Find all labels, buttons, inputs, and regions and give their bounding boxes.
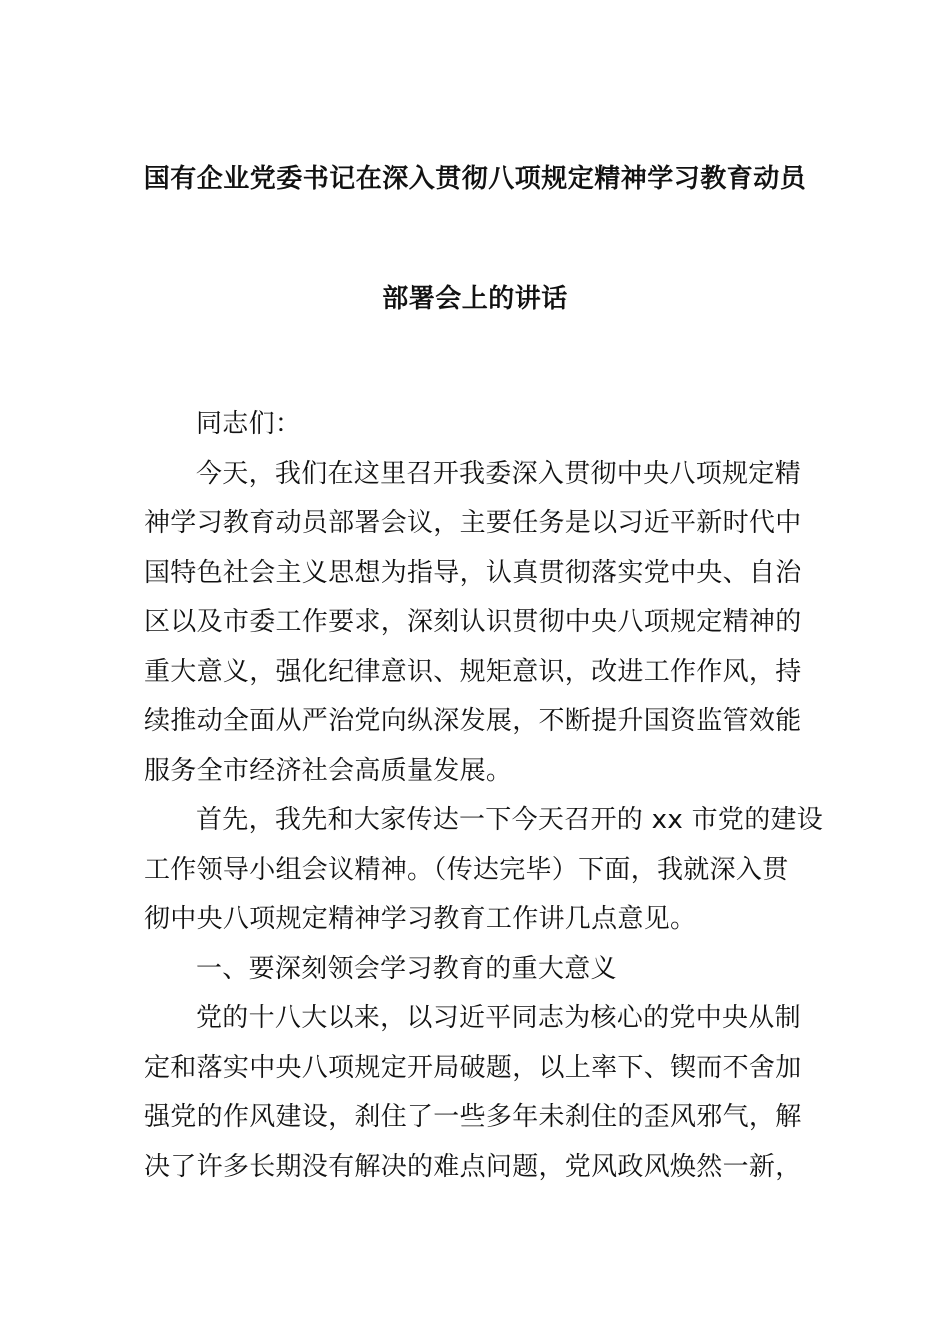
section-heading: 一、要深刻领会学习教育的重大意义	[196, 953, 617, 984]
paragraph-line: 今天，我们在这里召开我委深入贯彻中央八项规定精	[196, 458, 801, 489]
paragraph-line: 彻中央八项规定精神学习教育工作讲几点意见。	[144, 904, 697, 934]
paragraph-line: 党的十八大以来，以习近平同志为核心的党中央从制	[196, 1003, 801, 1033]
document-title-line-2: 部署会上的讲话	[382, 284, 568, 314]
paragraph-line: 工作领导小组会议精神。（传达完毕）下面，我就深入贯	[144, 854, 789, 885]
paragraph-line: 重大意义，强化纪律意识、规矩意识，改进工作作风，持	[144, 656, 802, 687]
paragraph-line: 首先，我先和大家传达一下今天召开的 xx 市党的建设	[196, 805, 824, 835]
document-title-line-1: 国有企业党委书记在深入贯彻八项规定精神学习教育动员	[143, 164, 807, 194]
paragraph-line: 区以及市委工作要求，深刻认识贯彻中央八项规定精神的	[144, 607, 802, 637]
paragraph-line: 续推动全面从严治党向纵深发展，不断提升国资监管效能	[144, 706, 802, 736]
paragraph-line: 决了许多长期没有解决的难点问题，党风政风焕然一新，	[144, 1151, 802, 1182]
salutation: 同志们：	[196, 409, 302, 439]
paragraph-line: 神学习教育动员部署会议，主要任务是以习近平新时代中	[144, 508, 802, 538]
paragraph-line: 定和落实中央八项规定开局破题，以上率下、锲而不舍加	[144, 1052, 802, 1083]
document-body	[144, 400, 824, 1192]
paragraph-line: 国特色社会主义思想为指导，认真贯彻落实党中央、自治	[144, 557, 802, 588]
paragraph-line: 强党的作风建设，刹住了一些多年未刹住的歪风邪气，解	[144, 1102, 802, 1132]
paragraph-line: 服务全市经济社会高质量发展。	[144, 755, 513, 786]
